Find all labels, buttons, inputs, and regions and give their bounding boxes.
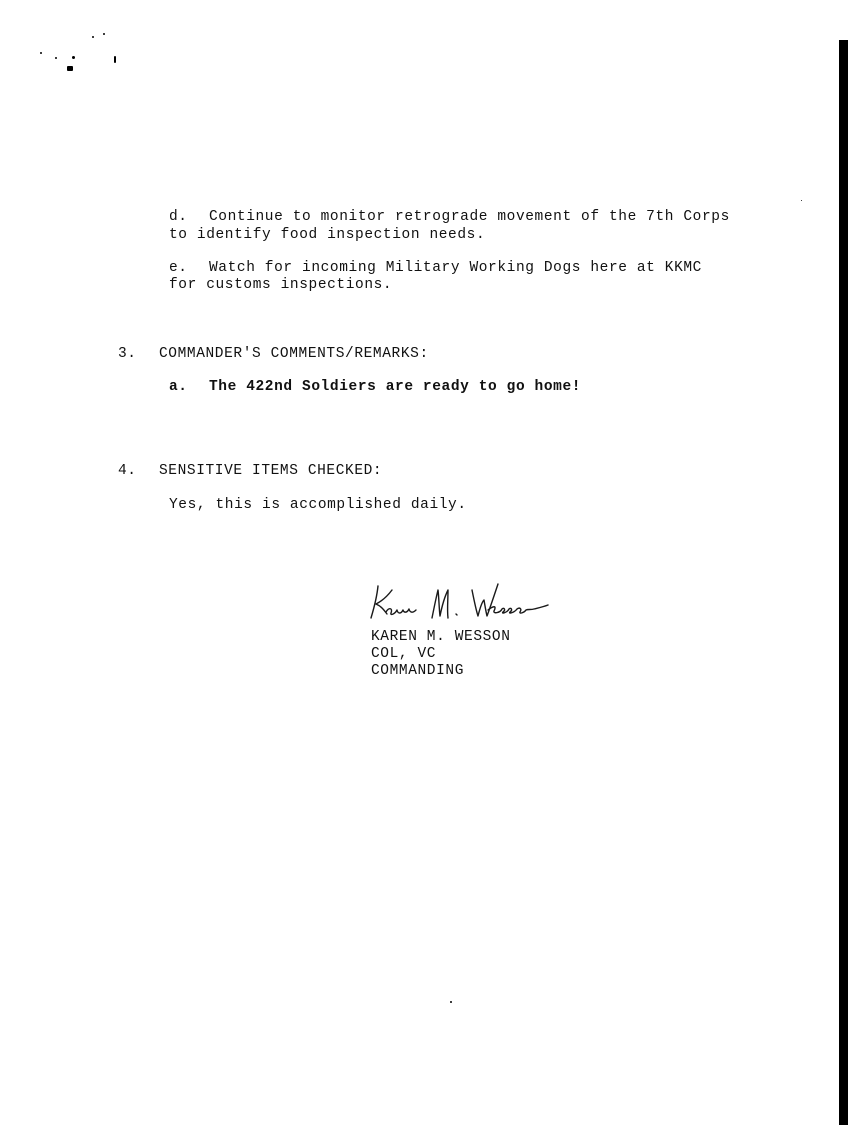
scan-speck bbox=[450, 1001, 452, 1003]
section-3-heading: COMMANDER'S COMMENTS/REMARKS: bbox=[159, 346, 429, 362]
scan-speck bbox=[114, 56, 116, 63]
remark-a-text: The 422nd Soldiers are ready to go home! bbox=[209, 379, 582, 395]
item-e-letter: e. bbox=[169, 260, 188, 276]
item-d-line1: Continue to monitor retrograde movement of the 7th Corps bbox=[209, 209, 730, 225]
scan-edge-bar bbox=[839, 40, 848, 1125]
scan-speck bbox=[103, 33, 105, 35]
signer-name: KAREN M. WESSON bbox=[371, 629, 511, 645]
section-4-heading: SENSITIVE ITEMS CHECKED: bbox=[159, 463, 383, 479]
section-4-number: 4. bbox=[118, 463, 137, 479]
item-e-line1: Watch for incoming Military Working Dogs here at KKMC bbox=[209, 260, 702, 276]
signer-rank: COL, VC bbox=[371, 646, 437, 662]
handwritten-signature bbox=[368, 578, 553, 626]
section-3-number: 3. bbox=[118, 346, 137, 362]
scan-speck bbox=[67, 66, 73, 71]
item-e-line2: for customs inspections. bbox=[169, 277, 393, 293]
section-4-text: Yes, this is accomplished daily. bbox=[169, 497, 467, 513]
scan-speck bbox=[72, 56, 75, 59]
scan-speck bbox=[40, 52, 42, 54]
scan-speck bbox=[55, 57, 57, 59]
signer-title: COMMANDING bbox=[371, 663, 465, 679]
remark-a-letter: a. bbox=[169, 379, 188, 395]
item-d-line2: to identify food inspection needs. bbox=[169, 227, 486, 243]
scan-speck bbox=[801, 200, 802, 201]
scan-speck bbox=[92, 36, 94, 38]
item-d-letter: d. bbox=[169, 209, 188, 225]
